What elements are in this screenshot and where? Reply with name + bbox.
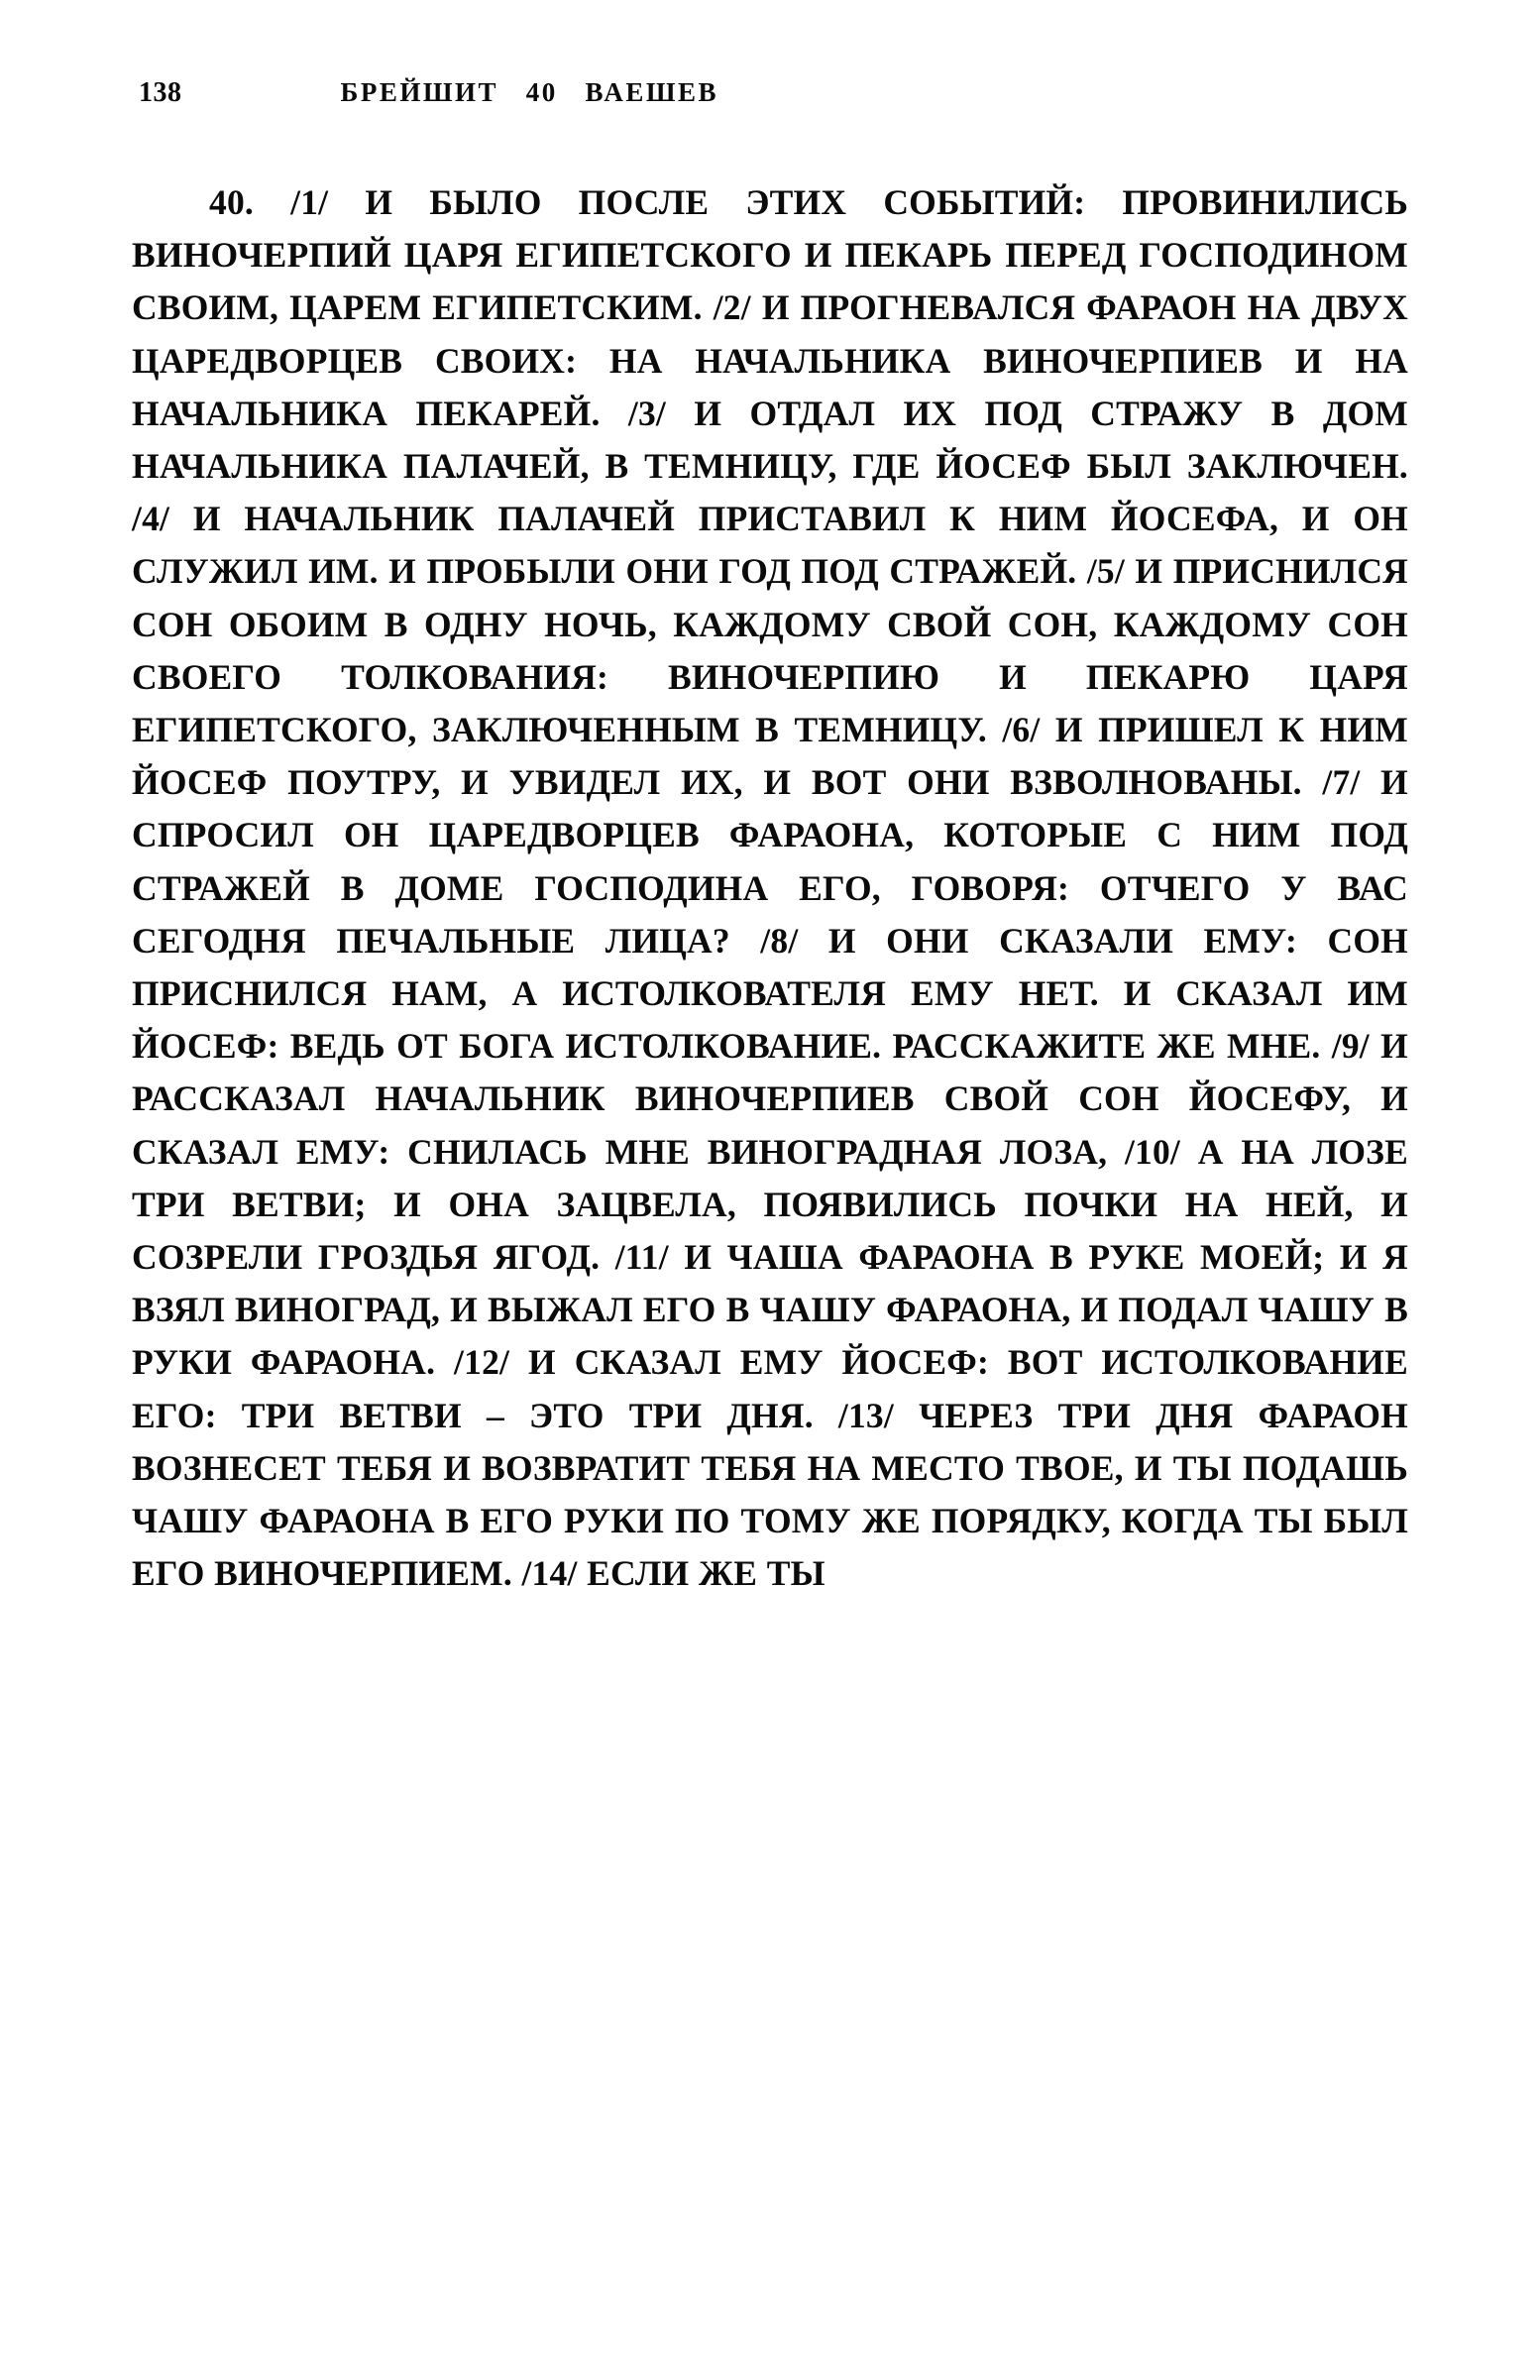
page-number: 138 [139,77,182,108]
running-title: БРЕЙШИТ 40 ВАЕШЕВ [340,77,718,107]
page-header [139,77,1401,117]
scripture-body [132,176,1408,1600]
scripture-paragraph: 40. /1/ И БЫЛО ПОСЛЕ ЭТИХ СОБЫТИЙ: ПРОВИНИЛИСЬ ВИНОЧЕРПИЙ ЦАРЯ ЕГИПЕТСКОГО И ПЕКАРЬ ПЕРЕД ГОСПОДИНОМ СВОИМ, ЦАРЕМ ЕГИПЕТСКИМ. /2/ И ПРОГНЕВАЛСЯ ФАРАОН НА ДВУХ ЦАРЕДВОРЦЕВ СВОИХ: НА НАЧАЛЬНИКА ВИНОЧЕРПИЕВ И НА НАЧАЛЬНИКА ПЕКАРЕЙ. /3/ И ОТДАЛ ИХ ПОД СТРАЖУ В ДОМ НАЧАЛЬНИКА ПАЛАЧЕЙ, В ТЕМНИЦУ, ГДЕ ЙОСЕФ БЫЛ ЗАКЛЮЧЕН. /4/ И НАЧАЛЬНИК ПАЛАЧЕЙ ПРИСТАВИЛ К НИМ ЙОСЕФА, И ОН СЛУЖИЛ ИМ. И ПРОБЫЛИ ОНИ ГОД ПОД СТРАЖЕЙ. /5/ И ПРИСНИЛСЯ СОН ОБОИМ В ОДНУ НОЧЬ, КАЖДОМУ СВОЙ СОН, КАЖДОМУ СОН СВОЕГО ТОЛКОВАНИЯ: ВИНОЧЕРПИЮ И ПЕКАРЮ ЦАРЯ ЕГИПЕТСКОГО, ЗАКЛЮЧЕННЫМ В ТЕМНИЦУ. /6/ И ПРИШЕЛ К НИМ ЙОСЕФ ПОУТРУ, И УВИДЕЛ ИХ, И ВОТ ОНИ ВЗВОЛНОВАНЫ. /7/ И СПРОСИЛ ОН ЦАРЕДВОРЦЕВ ФАРАОНА, КОТОРЫЕ С НИМ ПОД СТРАЖЕЙ В ДОМЕ ГОСПОДИНА ЕГО, ГОВОРЯ: ОТЧЕГО У ВАС СЕГОДНЯ ПЕЧАЛЬНЫЕ ЛИЦА? /8/ И ОНИ СКАЗАЛИ ЕМУ: СОН ПРИСНИЛСЯ НАМ, А ИСТОЛКОВАТЕЛЯ ЕМУ НЕТ. И СКАЗАЛ ИМ ЙОСЕФ: ВЕДЬ ОТ БОГА ИСТОЛКОВАНИЕ. РАССКАЖИТЕ ЖЕ МНЕ. /9/ И РАССКАЗАЛ НАЧАЛЬНИК ВИНОЧЕРПИЕВ СВОЙ СОН ЙОСЕФУ, И СКАЗАЛ ЕМУ: СНИЛАСЬ МНЕ ВИНОГРАДНАЯ ЛОЗА, /10/ А НА ЛОЗЕ ТРИ ВЕТВИ; И ОНА ЗАЦВЕЛА, ПОЯВИЛИСЬ ПОЧКИ НА НЕЙ, И СОЗРЕЛИ ГРОЗДЬЯ ЯГОД. /11/ И ЧАША ФАРАОНА В РУКЕ МОЕЙ; И Я ВЗЯЛ ВИНОГРАД, И ВЫЖАЛ ЕГО В ЧАШУ ФАРАОНА, И ПОДАЛ ЧАШУ В РУКИ ФАРАОНА. /12/ И СКАЗАЛ ЕМУ ЙОСЕФ: ВОТ ИСТОЛКОВАНИЕ ЕГО: ТРИ ВЕТВИ – ЭТО ТРИ ДНЯ. /13/ ЧЕРЕЗ ТРИ ДНЯ ФАРАОН ВОЗНЕСЕТ ТЕБЯ И ВОЗВРАТИТ ТЕБЯ НА МЕСТО ТВОЕ, И ТЫ ПОДАШЬ ЧАШУ ФАРАОНА В ЕГО РУКИ ПО ТОМУ ЖЕ ПОРЯДКУ, КОГДА ТЫ БЫЛ ЕГО ВИНОЧЕРПИЕМ. /14/ ЕСЛИ ЖЕ ТЫ [132,182,1408,1594]
